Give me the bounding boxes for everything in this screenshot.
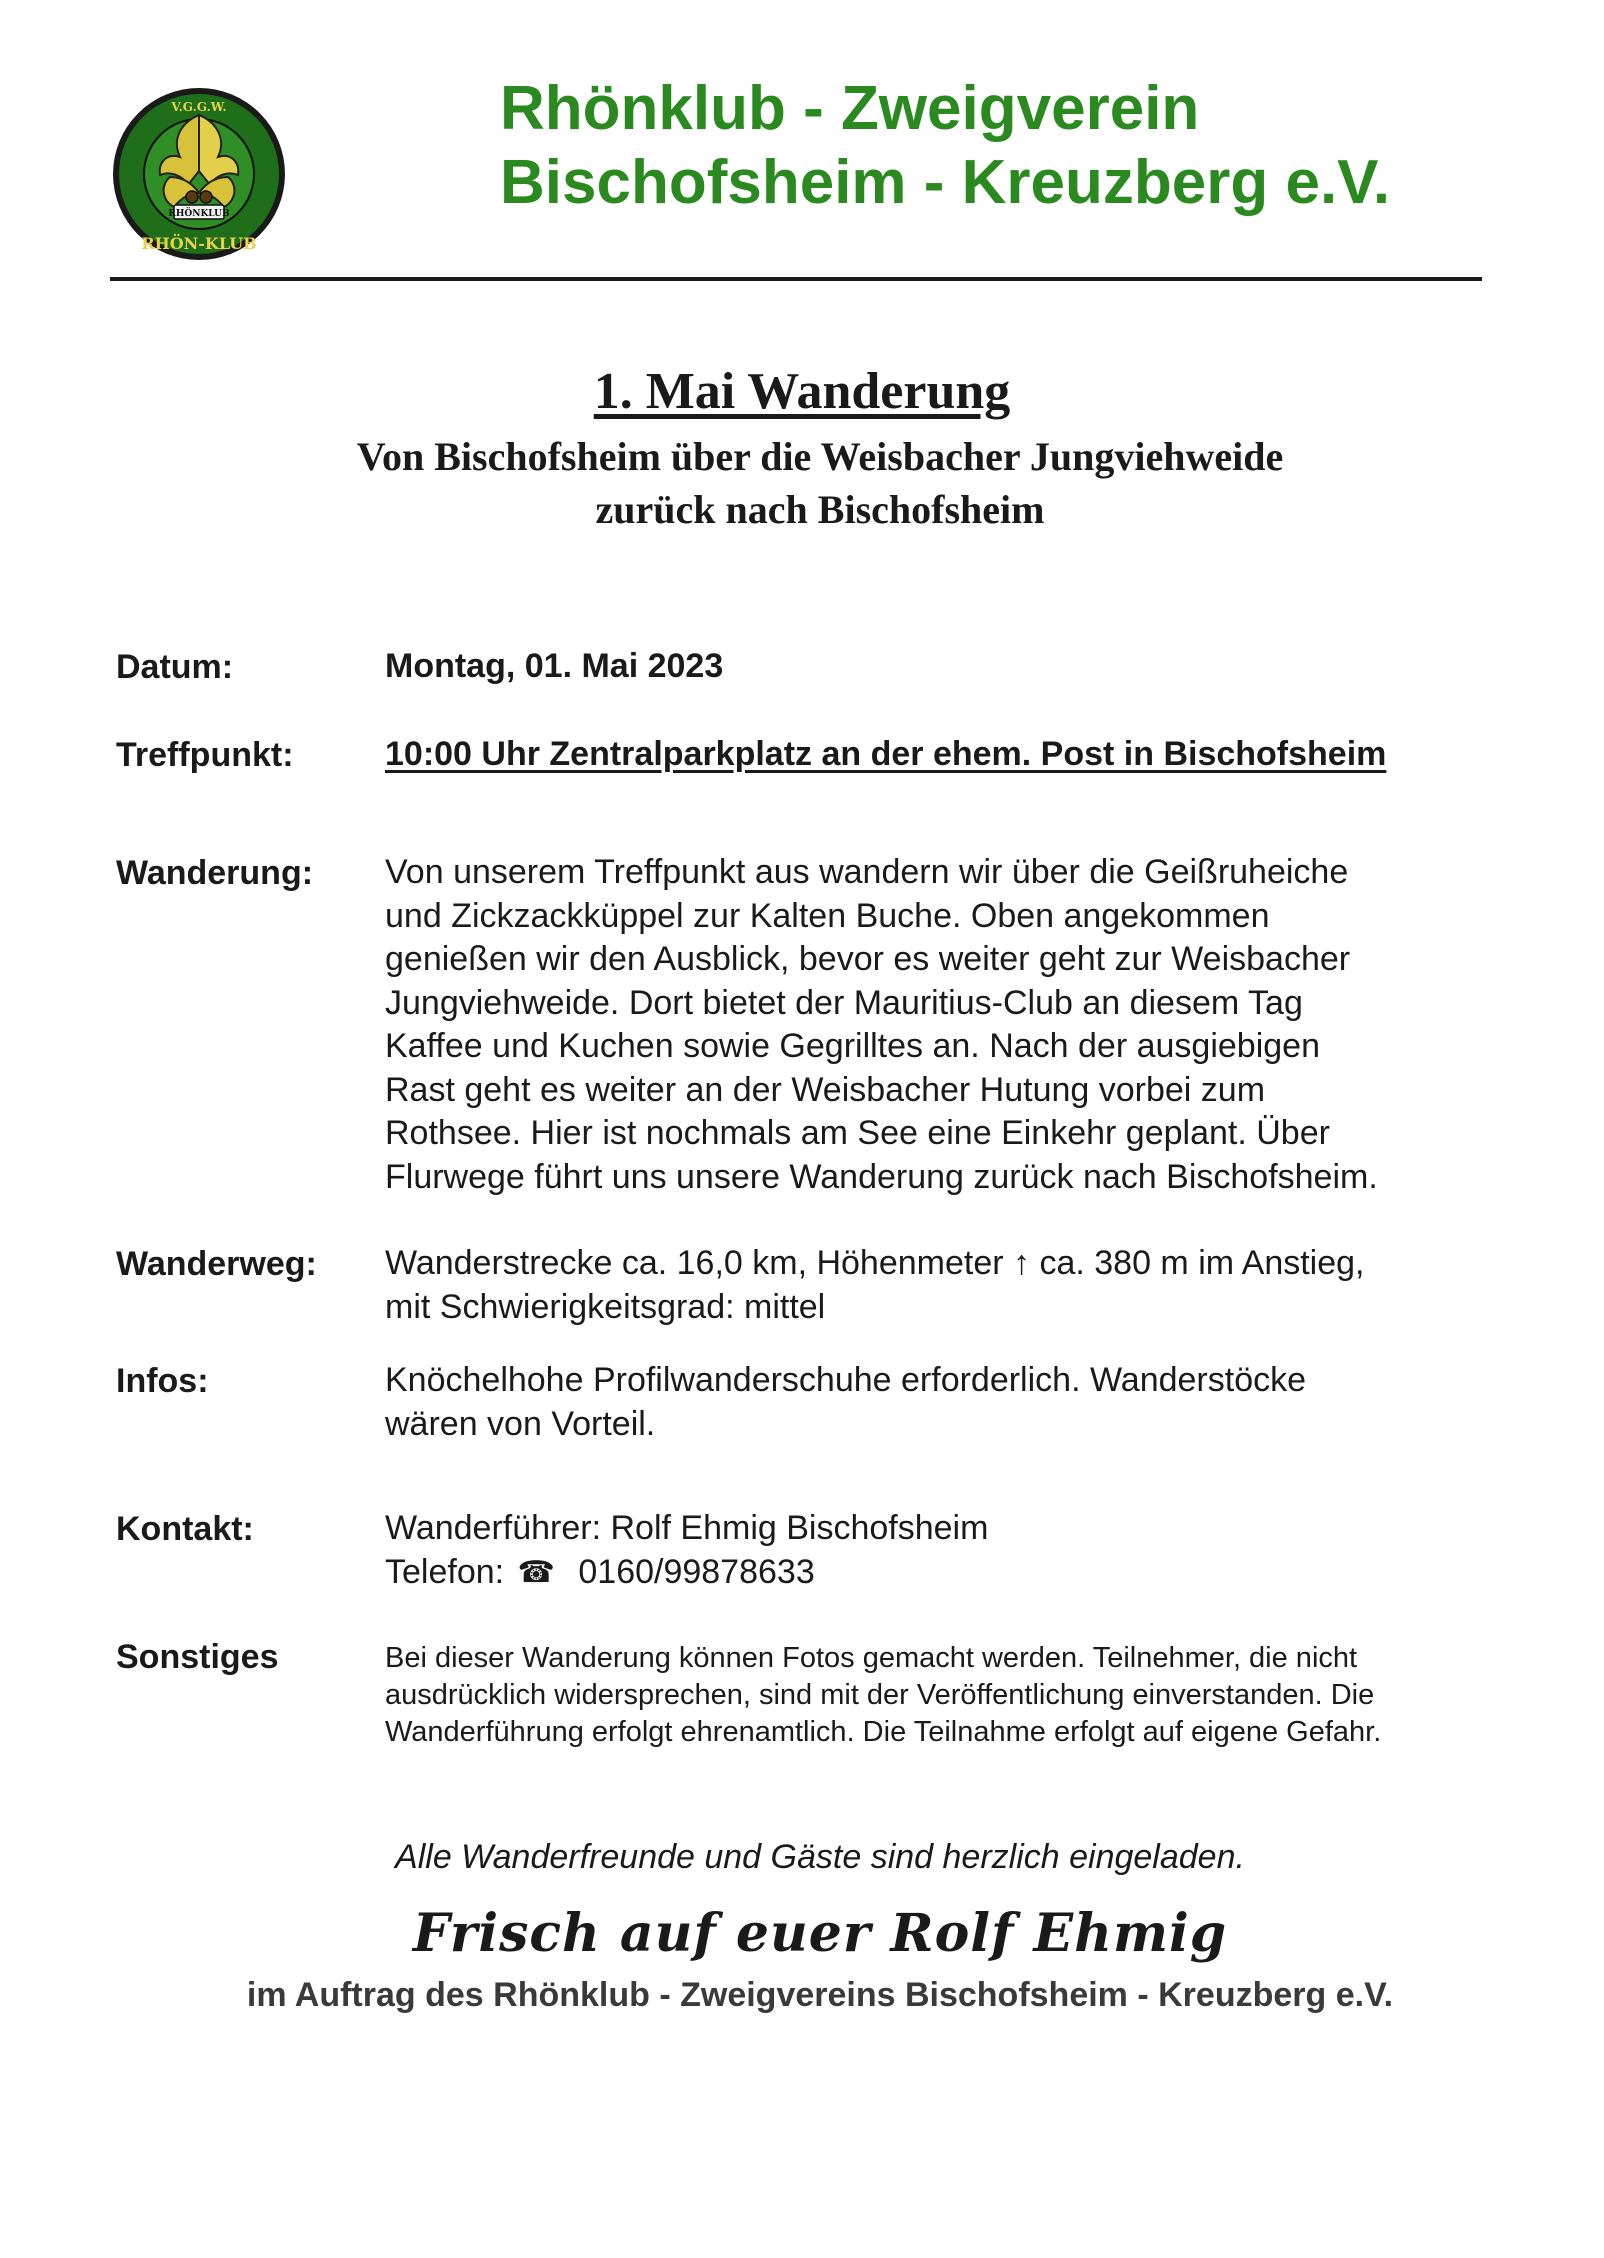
telephone-icon: ☎ (517, 1555, 555, 1589)
kontakt-guide: Wanderführer: Rolf Ehmig Bischofsheim (385, 1509, 989, 1547)
wanderweg-line: Wanderstrecke ca. 16,0 km, Höhenmeter ↑ ca. 380 m im Anstieg, (385, 1244, 1365, 1282)
club-title-line1: Rhönklub - Zweigverein (500, 74, 1200, 143)
signature: Frisch auf euer Rolf Ehmig (412, 1903, 1228, 1964)
datum-value: Montag, 01. Mai 2023 (385, 647, 724, 685)
kontakt-label: Kontakt: (116, 1510, 254, 1548)
wanderung-line: Von unserem Treffpunkt aus wandern wir über die Geißruheiche (385, 853, 1349, 891)
wanderung-line: Jungviehweide. Dort bietet der Mauritius-Club an diesem Tag (385, 983, 1303, 1022)
event-subtitle-line1: Von Bischofsheim über die Weisbacher Jungviehweide (356, 434, 1284, 479)
wanderweg-label: Wanderweg: (116, 1245, 317, 1283)
wanderweg-line: mit Schwierigkeitsgrad: mittel (385, 1287, 826, 1326)
club-title-line2: Bischofsheim - Kreuzberg e.V. (500, 148, 1391, 217)
sonstiges-line: ausdrücklich widersprechen, sind mit der Veröffentlichung einverstanden. Die (385, 1679, 1375, 1711)
header-divider (110, 277, 1482, 281)
phone-prefix: Telefon: (385, 1552, 505, 1591)
sonstiges-description (385, 1640, 1545, 1751)
treffpunkt-value: 10:00 Uhr Zentralparkplatz an der ehem. Post in Bischofsheim (385, 735, 1387, 773)
infos-line: Knöchelhohe Profilwanderschuhe erforderlich. Wanderstöcke (385, 1361, 1307, 1399)
logo-band-text: RHÖNKLUB (168, 209, 230, 219)
on-behalf-line: im Auftrag des Rhönklub - Zweigvereins Bischofsheim - Kreuzberg e.V. (246, 1976, 1394, 2014)
wanderung-line: Rast geht es weiter an der Weisbacher Hutung vorbei zum (385, 1070, 1266, 1109)
kontakt-phone (385, 1551, 1525, 1595)
event-subtitle-line2: zurück nach Bischofsheim (595, 487, 1045, 532)
wanderung-line: Flurwege führt uns unsere Wanderung zurück nach Bischofsheim. (385, 1157, 1378, 1196)
infos-label: Infos: (116, 1362, 209, 1400)
event-title: 1. Mai Wanderung (593, 363, 1011, 420)
club-title (500, 72, 1390, 220)
phone-number: 0160/99878633 (578, 1552, 815, 1591)
treffpunkt-label: Treffpunkt: (116, 736, 294, 774)
invitation-line: Alle Wanderfreunde und Gäste sind herzlich eingeladen. (395, 1838, 1245, 1876)
wanderung-line: Rothsee. Hier ist nochmals am See eine Einkehr geplant. Über (385, 1114, 1330, 1152)
infos-description (385, 1359, 1525, 1446)
wanderweg-description (385, 1242, 1525, 1329)
sonstiges-line: Bei dieser Wanderung können Fotos gemacht werden. Teilnehmer, die nicht (385, 1642, 1358, 1674)
wanderung-line: genießen wir den Ausblick, bevor es weiter geht zur Weisbacher (385, 940, 1351, 978)
wanderung-label: Wanderung: (116, 854, 314, 892)
wanderung-description (385, 851, 1525, 1199)
datum-label: Datum: (116, 648, 234, 686)
logo-top-text: V.G.G.W. (171, 100, 227, 114)
wanderung-line: Kaffee und Kuchen sowie Gegrilltes an. Nach der ausgiebigen (385, 1027, 1320, 1065)
sonstiges-label: Sonstiges (116, 1638, 279, 1676)
logo-bottom-text: RHÖN-KLUB (141, 234, 257, 253)
wanderung-line: und Zickzackküppel zur Kalten Buche. Oben angekommen (385, 896, 1270, 935)
infos-line: wären von Vorteil. (385, 1404, 656, 1443)
rhoenklub-logo (110, 85, 288, 263)
kontakt-details (385, 1507, 1525, 1594)
event-subtitle (0, 430, 1604, 536)
sonstiges-line: Wanderführung erfolgt ehrenamtlich. Die Teilnahme erfolgt auf eigene Gefahr. (385, 1716, 1382, 1748)
